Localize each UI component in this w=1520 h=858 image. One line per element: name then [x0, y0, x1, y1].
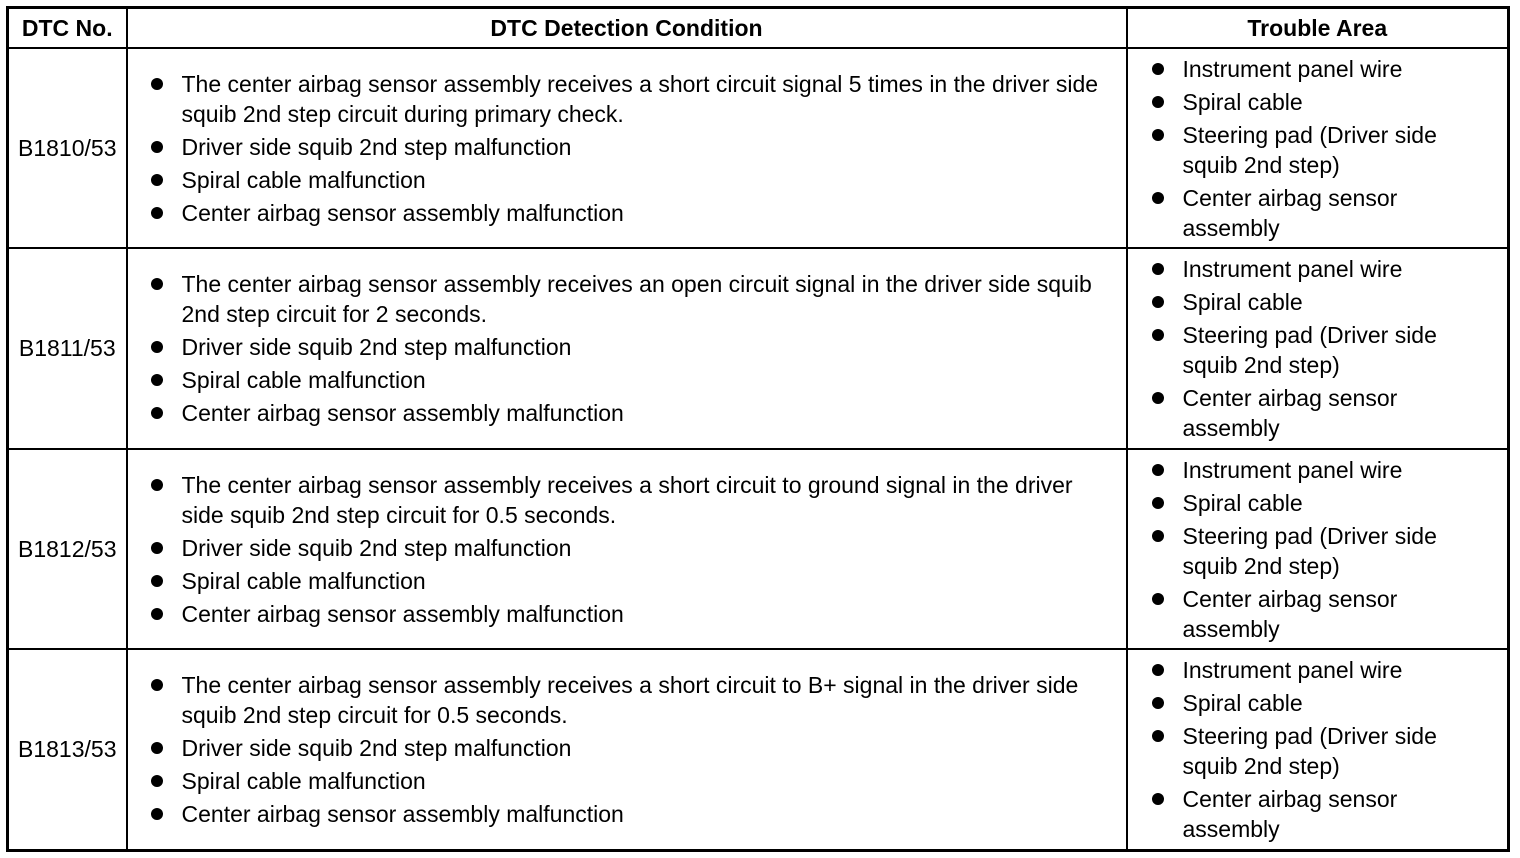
list-item — [1183, 721, 1494, 781]
trouble-area-text: Center airbag sensor assembly — [1182, 786, 1398, 843]
bullet-icon — [1152, 263, 1164, 275]
trouble-area-cell — [1127, 48, 1509, 248]
list-item — [1183, 521, 1494, 581]
trouble-area-text: Instrument panel wire — [1182, 55, 1403, 82]
list-item — [182, 365, 1112, 395]
condition-text: Driver side squib 2nd step malfunction — [181, 735, 572, 762]
bullet-icon — [1152, 192, 1164, 204]
trouble-area-text: Instrument panel wire — [1182, 657, 1403, 684]
detection-condition-cell — [127, 48, 1127, 248]
bullet-icon — [1152, 392, 1164, 404]
list-item — [1183, 287, 1494, 317]
trouble-area-text: Spiral cable — [1182, 88, 1303, 115]
list-item — [182, 670, 1112, 730]
condition-text: Driver side squib 2nd step malfunction — [181, 334, 572, 361]
condition-text: Spiral cable malfunction — [181, 768, 426, 795]
bullet-icon — [1152, 296, 1164, 308]
bullet-icon — [1152, 464, 1164, 476]
bullet-icon — [151, 575, 163, 587]
list-item — [182, 132, 1112, 162]
trouble-area-cell-list — [1128, 54, 1508, 243]
dtc-table — [6, 6, 1510, 852]
trouble-area-text: Instrument panel wire — [1182, 256, 1403, 283]
trouble-area-text: Steering pad (Driver side squib 2nd step) — [1182, 121, 1437, 178]
bullet-icon — [1152, 664, 1164, 676]
trouble-area-text: Center airbag sensor assembly — [1182, 184, 1398, 241]
detection-condition-cell-list — [128, 69, 1126, 228]
list-item — [1183, 488, 1494, 518]
condition-text: Driver side squib 2nd step malfunction — [181, 133, 572, 160]
bullet-icon — [1152, 497, 1164, 509]
list-item — [1183, 120, 1494, 180]
list-item — [182, 269, 1112, 329]
condition-text: Center airbag sensor assembly malfunction — [181, 199, 624, 226]
list-item — [182, 533, 1112, 563]
detection-condition-cell-list — [128, 670, 1126, 829]
list-item — [182, 566, 1112, 596]
trouble-area-text: Steering pad (Driver side squib 2nd step) — [1182, 723, 1437, 780]
bullet-icon — [151, 608, 163, 620]
trouble-area-text: Instrument panel wire — [1182, 456, 1403, 483]
condition-text: Spiral cable malfunction — [181, 367, 426, 394]
list-item — [182, 69, 1112, 129]
dtc-code: B1811/53 — [8, 248, 127, 448]
condition-text: Center airbag sensor assembly malfunction — [181, 600, 624, 627]
trouble-area-cell-list — [1128, 455, 1508, 644]
trouble-area-cell-list — [1128, 254, 1508, 443]
detection-condition-cell — [127, 649, 1127, 850]
bullet-icon — [151, 174, 163, 186]
bullet-icon — [151, 542, 163, 554]
condition-text: The center airbag sensor assembly receives a short circuit to B+ signal in the driver side squib 2nd step circuit for 0.5 seconds. — [181, 672, 1079, 729]
condition-text: The center airbag sensor assembly receives a short circuit signal 5 times in the driver side squib 2nd step circuit during primary check. — [181, 70, 1099, 127]
bullet-icon — [151, 479, 163, 491]
condition-text: Center airbag sensor assembly malfunction — [181, 400, 624, 427]
bullet-icon — [1152, 793, 1164, 805]
trouble-area-text: Spiral cable — [1182, 489, 1303, 516]
table-row — [8, 449, 1509, 649]
list-item — [1183, 183, 1494, 243]
bullet-icon — [1152, 593, 1164, 605]
trouble-area-text: Center airbag sensor assembly — [1182, 385, 1398, 442]
bullet-icon — [1152, 329, 1164, 341]
bullet-icon — [151, 775, 163, 787]
header-trouble-area: Trouble Area — [1127, 8, 1509, 49]
list-item — [1183, 688, 1494, 718]
header-dtc-no: DTC No. — [8, 8, 127, 49]
bullet-icon — [151, 374, 163, 386]
condition-text: Spiral cable malfunction — [181, 567, 426, 594]
bullet-icon — [1152, 63, 1164, 75]
header-detection-condition: DTC Detection Condition — [127, 8, 1127, 49]
bullet-icon — [151, 407, 163, 419]
bullet-icon — [1152, 530, 1164, 542]
trouble-area-cell — [1127, 248, 1509, 448]
trouble-area-cell — [1127, 649, 1509, 850]
list-item — [1183, 383, 1494, 443]
detection-condition-cell-list — [128, 269, 1126, 428]
list-item — [1183, 320, 1494, 380]
list-item — [182, 198, 1112, 228]
list-item — [182, 332, 1112, 362]
list-item — [182, 470, 1112, 530]
table-row — [8, 649, 1509, 850]
list-item — [182, 733, 1112, 763]
list-item — [182, 599, 1112, 629]
list-item — [182, 398, 1112, 428]
header-row — [8, 8, 1509, 49]
bullet-icon — [151, 341, 163, 353]
trouble-area-text: Steering pad (Driver side squib 2nd step) — [1182, 522, 1437, 579]
list-item — [182, 799, 1112, 829]
list-item — [1183, 87, 1494, 117]
list-item — [182, 165, 1112, 195]
table-row — [8, 48, 1509, 248]
detection-condition-cell — [127, 449, 1127, 649]
trouble-area-cell — [1127, 449, 1509, 649]
detection-condition-cell-list — [128, 470, 1126, 629]
bullet-icon — [151, 78, 163, 90]
condition-text: Center airbag sensor assembly malfunction — [181, 801, 624, 828]
dtc-code: B1812/53 — [8, 449, 127, 649]
condition-text: The center airbag sensor assembly receives an open circuit signal in the driver side squib 2nd step circuit for 2 seconds. — [181, 271, 1092, 328]
list-item — [1183, 254, 1494, 284]
bullet-icon — [151, 808, 163, 820]
dtc-code: B1810/53 — [8, 48, 127, 248]
trouble-area-text: Center airbag sensor assembly — [1182, 585, 1398, 642]
list-item — [1183, 455, 1494, 485]
bullet-icon — [1152, 96, 1164, 108]
trouble-area-text: Steering pad (Driver side squib 2nd step) — [1182, 322, 1437, 379]
list-item — [182, 766, 1112, 796]
table-row — [8, 248, 1509, 448]
dtc-code: B1813/53 — [8, 649, 127, 850]
bullet-icon — [1152, 730, 1164, 742]
list-item — [1183, 655, 1494, 685]
trouble-area-text: Spiral cable — [1182, 289, 1303, 316]
condition-text: The center airbag sensor assembly receives a short circuit to ground signal in the driver side squib 2nd step circuit for 0.5 seconds. — [181, 471, 1073, 528]
trouble-area-cell-list — [1128, 655, 1508, 844]
bullet-icon — [151, 278, 163, 290]
list-item — [1183, 784, 1494, 844]
detection-condition-cell — [127, 248, 1127, 448]
list-item — [1183, 584, 1494, 644]
bullet-icon — [1152, 129, 1164, 141]
table-body — [8, 48, 1509, 851]
bullet-icon — [151, 679, 163, 691]
list-item — [1183, 54, 1494, 84]
bullet-icon — [151, 141, 163, 153]
bullet-icon — [151, 207, 163, 219]
condition-text: Driver side squib 2nd step malfunction — [181, 534, 572, 561]
trouble-area-text: Spiral cable — [1182, 690, 1303, 717]
bullet-icon — [1152, 697, 1164, 709]
bullet-icon — [151, 742, 163, 754]
condition-text: Spiral cable malfunction — [181, 166, 426, 193]
